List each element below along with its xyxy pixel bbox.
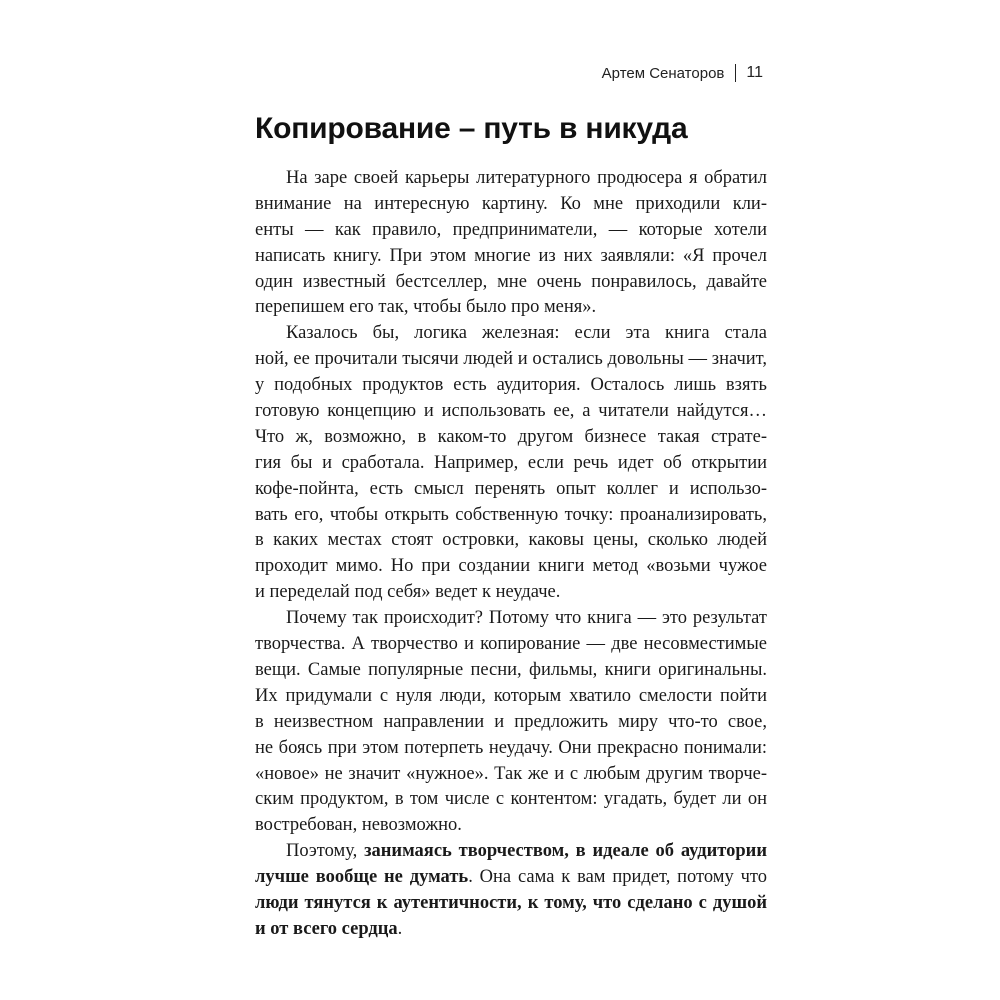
text-line bbox=[255, 865, 767, 891]
text-line: у подобных продуктов есть аудитория. Осталось лишь взять bbox=[255, 375, 767, 396]
paragraph-2 bbox=[255, 321, 767, 606]
text-line: гия бы и сработала. Например, если речь идет об открытии bbox=[255, 452, 767, 473]
text-line: ским продуктом, в том числе с контентом: угадать, будет ли он bbox=[255, 789, 767, 810]
chapter-title: Копирование – путь в никуда bbox=[255, 112, 688, 145]
text-line: Что ж, возможно, в каком-то другом бизнесе такая страте- bbox=[255, 426, 767, 447]
text-line: написать книгу. При этом многие из них заявляли: «Я прочел bbox=[255, 245, 767, 266]
text-line: готовую концепцию и использовать ее, а читатели найдутся… bbox=[255, 401, 767, 422]
text-line: вещи. Самые популярные песни, фильмы, книги оригинальны. bbox=[255, 659, 767, 680]
text-line: вать его, чтобы открыть собственную точку: проанализировать, bbox=[255, 504, 767, 525]
header-separator bbox=[735, 64, 736, 82]
text-line: кофе-пойнта, есть смысл перенять опыт коллег и использо- bbox=[255, 478, 767, 499]
text-line bbox=[255, 891, 767, 917]
text-line: и переделай под себя» ведет к неудаче. bbox=[255, 582, 561, 603]
text-line: Их придумали с нуля люди, которым хватило смелости пойти bbox=[255, 685, 767, 706]
text-line: творчества. А творчество и копирование — две несовместимые bbox=[255, 634, 767, 655]
page-number: 11 bbox=[746, 64, 763, 81]
text-line bbox=[255, 839, 767, 865]
paragraph-4 bbox=[255, 839, 767, 943]
bold-run: и от всего сердца bbox=[255, 918, 398, 939]
text-line: в каких местах стоят островки, каковы цены, сколько людей bbox=[255, 530, 767, 551]
text-line: енты — как правило, предприниматели, — которые хотели bbox=[255, 219, 767, 240]
text-line: Почему так происходит? Потому что книга — это результат bbox=[286, 608, 767, 629]
text-line: ной, ее прочитали тысячи людей и остались довольны — значит, bbox=[255, 349, 767, 370]
paragraph-1 bbox=[255, 166, 767, 321]
paragraph-3 bbox=[255, 606, 767, 839]
text-run: Поэтому, bbox=[286, 841, 365, 862]
text-run: . bbox=[397, 918, 403, 939]
text-run: . Она сама к вам придет, потому что bbox=[468, 867, 767, 888]
text-line: проходит мимо. Но при создании книги метод «возьми чужое bbox=[255, 556, 767, 577]
bold-run: занимаясь творчеством, в идеале об аудитории bbox=[364, 841, 767, 862]
text-line: внимание на интересную картину. Ко мне приходили кли- bbox=[255, 193, 767, 214]
bold-run: лучше вообще не думать bbox=[255, 867, 469, 888]
text-line: один известный бестселлер, мне очень понравилось, давайте bbox=[255, 271, 767, 292]
text-line: «новое» не значит «нужное». Так же и с любым другим творче- bbox=[255, 763, 767, 784]
text-line: перепишем его так, чтобы было про меня». bbox=[255, 297, 597, 318]
bold-run: люди тянутся к аутентичности, к тому, что сделано с душой bbox=[255, 892, 767, 913]
text-line: востребован, невозможно. bbox=[255, 815, 462, 836]
running-header bbox=[602, 64, 763, 82]
text-line: в неизвестном направлении и предложить миру что-то свое, bbox=[255, 711, 767, 732]
header-author: Артем Сенаторов bbox=[601, 64, 725, 82]
text-line: На заре своей карьеры литературного продюсера я обратил bbox=[286, 168, 767, 188]
body-text bbox=[255, 166, 767, 943]
text-line: Казалось бы, логика железная: если эта книга стала bbox=[286, 323, 767, 344]
text-line: не боясь при этом потерпеть неудачу. Они прекрасно понимали: bbox=[255, 737, 767, 758]
text-line bbox=[255, 917, 767, 943]
